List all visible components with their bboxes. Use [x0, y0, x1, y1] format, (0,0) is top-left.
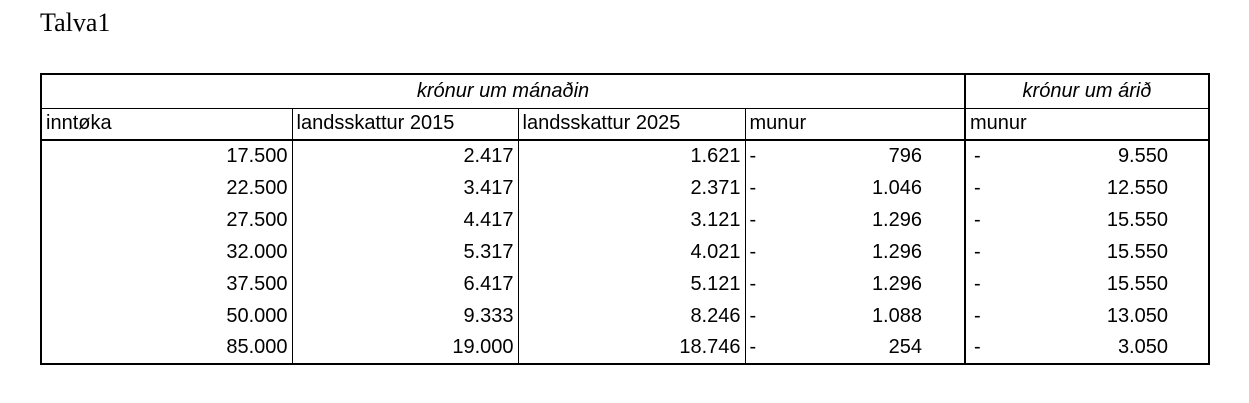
column-header-inntoka: inntøka — [41, 108, 292, 140]
munur-value: 254 — [888, 336, 922, 358]
munur-ar-value: 15.550 — [1106, 272, 1168, 295]
cell-munur-yearly — [965, 332, 1209, 364]
munur-ar-sign: - — [974, 176, 981, 199]
munur-value: 1.088 — [871, 304, 922, 327]
munur-ar-sign: - — [974, 304, 981, 327]
munur-ar-value: 12.550 — [1106, 176, 1168, 199]
table-row — [41, 236, 1209, 268]
cell-munur-yearly — [965, 140, 1209, 172]
munur-ar-value: 13.050 — [1106, 304, 1168, 327]
cell-skattur-2015: 3.417 — [292, 172, 518, 204]
cell-skattur-2025: 4.021 — [518, 236, 745, 268]
cell-munur-monthly — [745, 236, 965, 268]
cell-inntoka: 85.000 — [41, 332, 292, 364]
cell-skattur-2025: 3.121 — [518, 204, 745, 236]
munur-sign: - — [749, 208, 757, 231]
munur-ar-value: 3.050 — [1117, 336, 1168, 358]
munur-ar-sign: - — [974, 272, 981, 295]
cell-munur-yearly — [965, 300, 1209, 332]
table-row — [41, 204, 1209, 236]
cell-skattur-2015: 4.417 — [292, 204, 518, 236]
munur-ar-sign: - — [974, 240, 981, 263]
cell-inntoka: 37.500 — [41, 268, 292, 300]
munur-sign: - — [749, 145, 757, 167]
column-header-munur-yearly: munur — [965, 108, 1209, 140]
table-row — [41, 172, 1209, 204]
column-header-skattur-2025: landsskattur 2025 — [518, 108, 745, 140]
table-row — [41, 140, 1209, 172]
cell-skattur-2025: 1.621 — [518, 140, 745, 172]
cell-munur-yearly — [965, 204, 1209, 236]
cell-munur-monthly — [745, 300, 965, 332]
munur-value: 1.296 — [871, 272, 922, 295]
cell-munur-yearly — [965, 172, 1209, 204]
munur-value: 796 — [888, 145, 922, 167]
cell-munur-monthly — [745, 268, 965, 300]
cell-skattur-2025: 18.746 — [518, 332, 745, 364]
table-row — [41, 300, 1209, 332]
munur-ar-sign: - — [974, 208, 981, 231]
column-header-skattur-2015: landsskattur 2015 — [292, 108, 518, 140]
cell-skattur-2015: 5.317 — [292, 236, 518, 268]
cell-skattur-2015: 6.417 — [292, 268, 518, 300]
munur-ar-sign: - — [974, 145, 981, 167]
munur-sign: - — [749, 176, 757, 199]
munur-sign: - — [749, 272, 757, 295]
yearly-group-header: krónur um árið — [965, 74, 1209, 108]
cell-munur-monthly — [745, 140, 965, 172]
munur-sign: - — [749, 304, 757, 327]
cell-skattur-2015: 19.000 — [292, 332, 518, 364]
table-body — [41, 140, 1209, 364]
table-row — [41, 268, 1209, 300]
column-header-row — [41, 108, 1209, 140]
cell-munur-yearly — [965, 268, 1209, 300]
cell-munur-yearly — [965, 236, 1209, 268]
cell-skattur-2025: 2.371 — [518, 172, 745, 204]
cell-skattur-2015: 2.417 — [292, 140, 518, 172]
cell-skattur-2015: 9.333 — [292, 300, 518, 332]
cell-inntoka: 17.500 — [41, 140, 292, 172]
munur-ar-sign: - — [974, 336, 981, 358]
munur-value: 1.296 — [871, 208, 922, 231]
cell-munur-monthly — [745, 204, 965, 236]
document-title: Talva1 — [40, 8, 111, 37]
munur-ar-value: 15.550 — [1106, 208, 1168, 231]
munur-value: 1.296 — [871, 240, 922, 263]
munur-ar-value: 15.550 — [1106, 240, 1168, 263]
table-row — [41, 332, 1209, 364]
munur-sign: - — [749, 336, 757, 358]
cell-inntoka: 50.000 — [41, 300, 292, 332]
cell-munur-monthly — [745, 332, 965, 364]
column-header-munur-monthly: munur — [745, 108, 965, 140]
cell-inntoka: 27.500 — [41, 204, 292, 236]
munur-sign: - — [749, 240, 757, 263]
cell-skattur-2025: 8.246 — [518, 300, 745, 332]
munur-ar-value: 9.550 — [1117, 145, 1168, 167]
munur-value: 1.046 — [871, 176, 922, 199]
cell-munur-monthly — [745, 172, 965, 204]
tax-table — [40, 73, 1210, 365]
cell-inntoka: 22.500 — [41, 172, 292, 204]
group-header-row — [41, 74, 1209, 108]
monthly-group-header: krónur um mánaðin — [41, 74, 965, 108]
cell-skattur-2025: 5.121 — [518, 268, 745, 300]
cell-inntoka: 32.000 — [41, 236, 292, 268]
